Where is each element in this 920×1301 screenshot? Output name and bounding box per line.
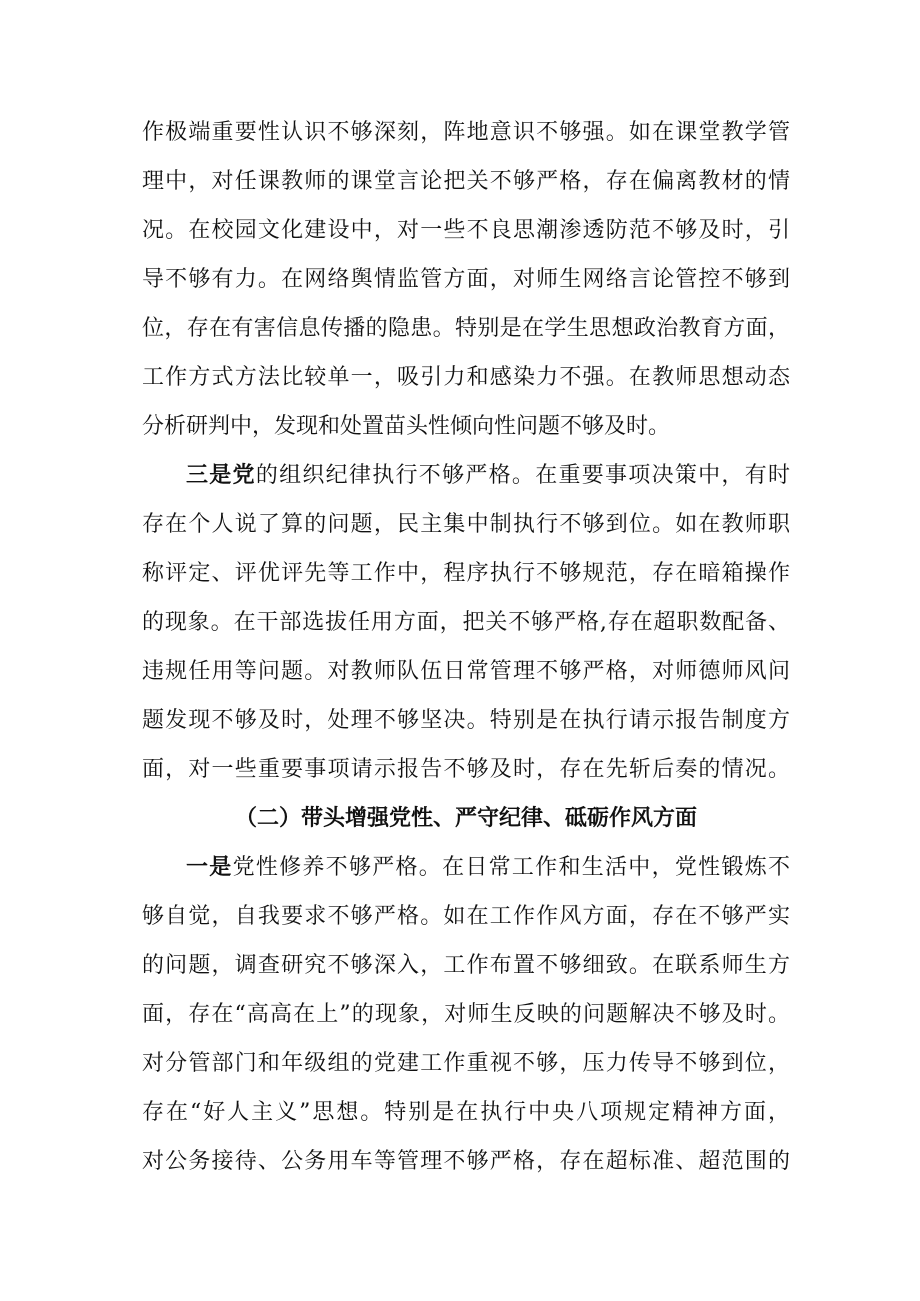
text-line: 违规任用等问题。对教师队伍日常管理不够严格，对师德师风问: [142, 659, 790, 684]
text-line: 面，存在“高高在上”的现象，对师生反映的问题解决不够及时。: [142, 1002, 790, 1027]
section-heading: （二）带头增强党性、严守纪律、砥砺作风方面: [234, 805, 697, 831]
text-line: 存在个人说了算的问题，民主集中制执行不够到位。如在教师职: [142, 512, 790, 537]
text-line: 作极端重要性认识不够深刻，阵地意识不够强。如在课堂教学管: [142, 120, 790, 145]
paragraph-lead: 一是: [186, 854, 233, 880]
text-line: 位，存在有害信息传播的隐患。特别是在学生思想政治教育方面，: [142, 316, 790, 341]
text-line: 况。在校园文化建设中，对一些不良思潮渗透防范不够及时，引: [142, 218, 790, 243]
text-line: 够自觉，自我要求不够严格。如在工作作风方面，存在不够严实: [142, 904, 790, 929]
text-line: 的现象。在干部选拔任用方面，把关不够严格,存在超职数配备、: [142, 610, 790, 635]
paragraph-lead-rest: 的组织纪律执行不够严格。在重要事项决策中，有时: [255, 463, 790, 488]
paragraph-organizational-discipline: [142, 451, 790, 794]
paragraph-lead-rest: 党性修养不够严格。在日常工作和生活中，党性锻炼不: [232, 855, 790, 880]
text-line: 导不够有力。在网络舆情监管方面，对师生网络言论管控不够到: [142, 267, 790, 292]
text-line: 题发现不够及时，处理不够坚决。特别是在执行请示报告制度方: [142, 708, 790, 733]
text-line: 对公务接待、公务用车等管理不够严格，存在超标准、超范围的: [142, 1149, 790, 1174]
document-body: [142, 108, 790, 1186]
text-line: [142, 451, 790, 500]
text-line: 对分管部门和年级组的党建工作重视不够，压力传导不够到位，: [142, 1051, 790, 1076]
text-line: 面，对一些重要事项请示报告不够及时，存在先斩后奏的情况。: [142, 757, 790, 782]
paragraph-ideology-work: [142, 108, 790, 451]
text-line: 理中，对任课教师的课堂言论把关不够严格，存在偏离教材的情: [142, 169, 790, 194]
text-line: 的问题，调查研究不够深入，工作布置不够细致。在联系师生方: [142, 953, 790, 978]
text-line: 存在“好人主义”思想。特别是在执行中央八项规定精神方面，: [142, 1100, 790, 1125]
text-line: [142, 843, 790, 892]
paragraph-party-spirit: [142, 843, 790, 1186]
paragraph-lead: 三是党: [186, 462, 256, 488]
text-line: 工作方式方法比较单一，吸引力和感染力不强。在教师思想动态: [142, 365, 790, 390]
text-line: 分析研判中，发现和处置苗头性倾向性问题不够及时。: [142, 414, 671, 439]
text-line: 称评定、评优评先等工作中，程序执行不够规范，存在暗箱操作: [142, 561, 790, 586]
